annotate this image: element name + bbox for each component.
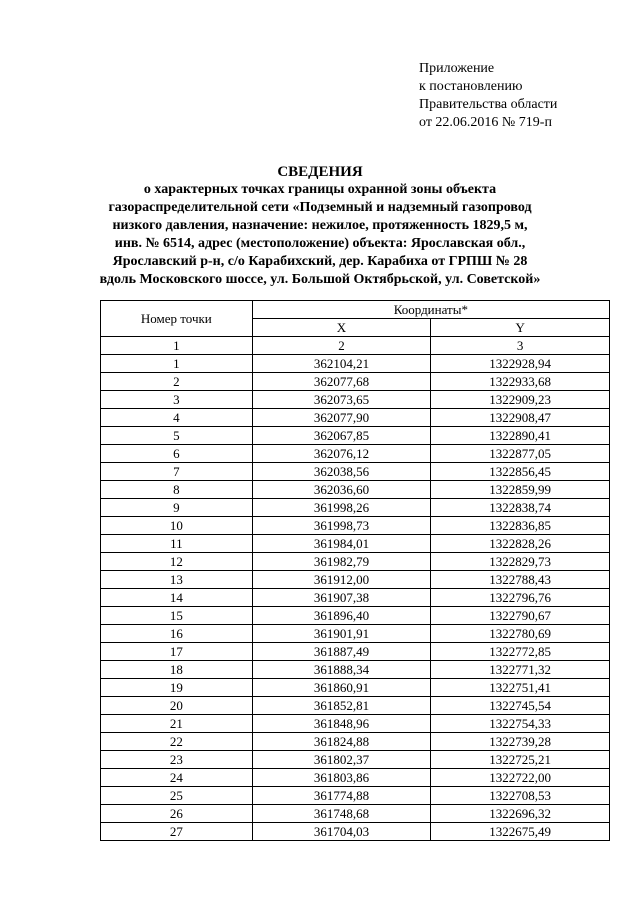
y-coordinate-cell: 1322890,41 bbox=[431, 427, 610, 445]
x-coordinate-cell: 361887,49 bbox=[252, 643, 431, 661]
table-row bbox=[101, 463, 610, 481]
table-row bbox=[101, 445, 610, 463]
y-coordinate-cell: 1322751,41 bbox=[431, 679, 610, 697]
table-row bbox=[101, 571, 610, 589]
header-point-number: Номер точки bbox=[101, 301, 253, 337]
header-y: Y bbox=[431, 319, 610, 337]
point-number-cell: 21 bbox=[101, 715, 253, 733]
point-number-cell: 8 bbox=[101, 481, 253, 499]
y-coordinate-cell: 1322696,32 bbox=[431, 805, 610, 823]
appendix-line: Приложение bbox=[419, 61, 495, 76]
y-coordinate-cell: 1322722,00 bbox=[431, 769, 610, 787]
x-coordinate-cell: 361860,91 bbox=[252, 679, 431, 697]
point-number-cell: 18 bbox=[101, 661, 253, 679]
title-line: газораспределительной сети «Подземный и надземный газопровод bbox=[108, 200, 532, 215]
point-number-cell: 17 bbox=[101, 643, 253, 661]
point-number-cell: 15 bbox=[101, 607, 253, 625]
y-coordinate-cell: 1322725,21 bbox=[431, 751, 610, 769]
x-coordinate-cell: 362073,65 bbox=[252, 391, 431, 409]
y-coordinate-cell: 1322933,68 bbox=[431, 373, 610, 391]
y-coordinate-cell: 1322780,69 bbox=[431, 625, 610, 643]
y-coordinate-cell: 1322908,47 bbox=[431, 409, 610, 427]
x-coordinate-cell: 361901,91 bbox=[252, 625, 431, 643]
x-coordinate-cell: 362076,12 bbox=[252, 445, 431, 463]
y-coordinate-cell: 1322928,94 bbox=[431, 355, 610, 373]
x-coordinate-cell: 361802,37 bbox=[252, 751, 431, 769]
point-number-cell: 14 bbox=[101, 589, 253, 607]
y-coordinate-cell: 1322788,43 bbox=[431, 571, 610, 589]
table-header-row bbox=[101, 301, 610, 319]
table-row bbox=[101, 625, 610, 643]
x-coordinate-cell: 361907,38 bbox=[252, 589, 431, 607]
appendix-line: Правительства области bbox=[419, 97, 558, 112]
point-number-cell: 12 bbox=[101, 553, 253, 571]
title-line: низкого давления, назначение: нежилое, протяженность 1829,5 м, bbox=[112, 218, 528, 233]
y-coordinate-cell: 1322772,85 bbox=[431, 643, 610, 661]
table-row bbox=[101, 805, 610, 823]
point-number-cell: 22 bbox=[101, 733, 253, 751]
table-row bbox=[101, 553, 610, 571]
y-coordinate-cell: 1322739,28 bbox=[431, 733, 610, 751]
table-row bbox=[101, 373, 610, 391]
table-row bbox=[101, 355, 610, 373]
table-row bbox=[101, 499, 610, 517]
point-number-cell: 7 bbox=[101, 463, 253, 481]
point-number-cell: 9 bbox=[101, 499, 253, 517]
table-row bbox=[101, 697, 610, 715]
table-row bbox=[101, 535, 610, 553]
point-number-cell: 13 bbox=[101, 571, 253, 589]
point-number-cell: 19 bbox=[101, 679, 253, 697]
appendix-line: от 22.06.2016 № 719-п bbox=[419, 115, 552, 130]
table-row bbox=[101, 733, 610, 751]
point-number-cell: 10 bbox=[101, 517, 253, 535]
x-coordinate-cell: 361704,03 bbox=[252, 823, 431, 841]
x-coordinate-cell: 361888,34 bbox=[252, 661, 431, 679]
point-number-cell: 6 bbox=[101, 445, 253, 463]
point-number-cell: 25 bbox=[101, 787, 253, 805]
x-coordinate-cell: 362067,85 bbox=[252, 427, 431, 445]
x-coordinate-cell: 361982,79 bbox=[252, 553, 431, 571]
point-number-cell: 4 bbox=[101, 409, 253, 427]
table-row bbox=[101, 607, 610, 625]
x-coordinate-cell: 362038,56 bbox=[252, 463, 431, 481]
x-coordinate-cell: 362036,60 bbox=[252, 481, 431, 499]
y-coordinate-cell: 1322796,76 bbox=[431, 589, 610, 607]
title-line: вдоль Московского шоссе, ул. Большой Октябрьской, ул. Советской» bbox=[99, 272, 541, 287]
point-number-cell: 3 bbox=[101, 391, 253, 409]
x-coordinate-cell: 362077,90 bbox=[252, 409, 431, 427]
x-coordinate-cell: 361803,86 bbox=[252, 769, 431, 787]
y-coordinate-cell: 1322829,73 bbox=[431, 553, 610, 571]
y-coordinate-cell: 1322828,26 bbox=[431, 535, 610, 553]
x-coordinate-cell: 361774,88 bbox=[252, 787, 431, 805]
point-number-cell: 20 bbox=[101, 697, 253, 715]
y-coordinate-cell: 1322909,23 bbox=[431, 391, 610, 409]
appendix-block bbox=[419, 60, 557, 132]
y-coordinate-cell: 1322877,05 bbox=[431, 445, 610, 463]
title-line: о характерных точках границы охранной зоны объекта bbox=[143, 182, 497, 197]
x-coordinate-cell: 362104,21 bbox=[252, 355, 431, 373]
point-number-cell: 1 bbox=[101, 355, 253, 373]
header-coordinates: Координаты* bbox=[252, 301, 609, 319]
table-body bbox=[101, 355, 610, 841]
x-coordinate-cell: 361748,68 bbox=[252, 805, 431, 823]
point-number-cell: 11 bbox=[101, 535, 253, 553]
table-row bbox=[101, 643, 610, 661]
table-row bbox=[101, 823, 610, 841]
y-coordinate-cell: 1322836,85 bbox=[431, 517, 610, 535]
table-row bbox=[101, 715, 610, 733]
point-number-cell: 27 bbox=[101, 823, 253, 841]
y-coordinate-cell: 1322856,45 bbox=[431, 463, 610, 481]
point-number-cell: 24 bbox=[101, 769, 253, 787]
table-row bbox=[101, 679, 610, 697]
table-row bbox=[101, 751, 610, 769]
x-coordinate-cell: 361848,96 bbox=[252, 715, 431, 733]
x-coordinate-cell: 361896,40 bbox=[252, 607, 431, 625]
header-x: X bbox=[252, 319, 431, 337]
table-row bbox=[101, 481, 610, 499]
title-line: инв. № 6514, адрес (местоположение) объекта: Ярославская обл., bbox=[114, 236, 526, 251]
table-row bbox=[101, 787, 610, 805]
table-row bbox=[101, 769, 610, 787]
point-number-cell: 23 bbox=[101, 751, 253, 769]
y-coordinate-cell: 1322745,54 bbox=[431, 697, 610, 715]
y-coordinate-cell: 1322771,32 bbox=[431, 661, 610, 679]
column-number: 3 bbox=[431, 337, 610, 355]
y-coordinate-cell: 1322838,74 bbox=[431, 499, 610, 517]
table-row bbox=[101, 517, 610, 535]
y-coordinate-cell: 1322790,67 bbox=[431, 607, 610, 625]
table-row bbox=[101, 409, 610, 427]
x-coordinate-cell: 361998,73 bbox=[252, 517, 431, 535]
point-number-cell: 26 bbox=[101, 805, 253, 823]
column-number: 1 bbox=[101, 337, 253, 355]
table-row bbox=[101, 391, 610, 409]
x-coordinate-cell: 361998,26 bbox=[252, 499, 431, 517]
document-title bbox=[0, 163, 640, 289]
coordinates-table bbox=[100, 300, 610, 841]
y-coordinate-cell: 1322708,53 bbox=[431, 787, 610, 805]
column-number: 2 bbox=[252, 337, 431, 355]
x-coordinate-cell: 362077,68 bbox=[252, 373, 431, 391]
table-row bbox=[101, 589, 610, 607]
point-number-cell: 5 bbox=[101, 427, 253, 445]
point-number-cell: 16 bbox=[101, 625, 253, 643]
y-coordinate-cell: 1322859,99 bbox=[431, 481, 610, 499]
table-column-numbers-row bbox=[101, 337, 610, 355]
title-line: Ярославский р-н, с/о Карабихский, дер. Карабиха от ГРПШ № 28 bbox=[112, 254, 528, 269]
point-number-cell: 2 bbox=[101, 373, 253, 391]
x-coordinate-cell: 361984,01 bbox=[252, 535, 431, 553]
title-heading: СВЕДЕНИЯ bbox=[277, 164, 363, 180]
appendix-line: к постановлению bbox=[419, 79, 523, 94]
table-row bbox=[101, 661, 610, 679]
y-coordinate-cell: 1322754,33 bbox=[431, 715, 610, 733]
y-coordinate-cell: 1322675,49 bbox=[431, 823, 610, 841]
x-coordinate-cell: 361852,81 bbox=[252, 697, 431, 715]
x-coordinate-cell: 361824,88 bbox=[252, 733, 431, 751]
x-coordinate-cell: 361912,00 bbox=[252, 571, 431, 589]
table-row bbox=[101, 427, 610, 445]
